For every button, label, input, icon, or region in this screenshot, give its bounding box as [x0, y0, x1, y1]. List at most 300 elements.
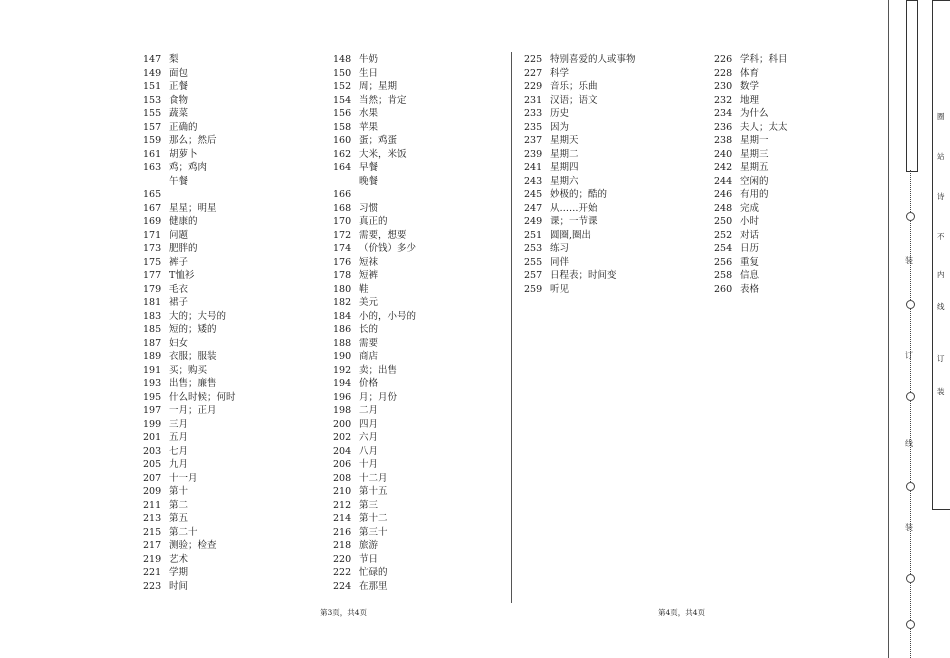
entry-meaning: 星期天: [550, 135, 579, 146]
entry-number: 233: [524, 108, 543, 119]
entry-meaning: 第二十: [169, 526, 198, 538]
entry-number: 147: [143, 54, 162, 65]
entry-number: 214: [333, 513, 352, 524]
vocab-entry: [143, 80, 323, 94]
vocab-entry: [524, 134, 704, 148]
vocab-entry: [333, 458, 513, 472]
entry-meaning: 第十: [169, 486, 189, 497]
entry-number: 235: [524, 121, 543, 133]
vocab-entry: [714, 148, 894, 162]
vocab-entry: [143, 215, 323, 229]
entry-meaning: 十月: [359, 459, 379, 470]
entry-number: 183: [143, 310, 162, 322]
vocab-entry: [524, 269, 704, 283]
vocab-entry: [524, 53, 704, 67]
entry-number: 159: [143, 135, 162, 146]
entry-number: 154: [333, 94, 352, 106]
vocab-entry: [333, 296, 513, 310]
entry-meaning: 午餐: [169, 175, 189, 187]
entry-number: 188: [333, 337, 352, 349]
entry-meaning: 生日: [359, 67, 379, 79]
entry-meaning: 六月: [359, 432, 379, 443]
entry-number: 165: [143, 189, 162, 200]
vocab-entry: [714, 215, 894, 229]
vocab-entry: [714, 202, 894, 216]
entry-number: 216: [333, 526, 352, 538]
entry-meaning: 地理: [740, 94, 760, 106]
entry-meaning: 鞋: [359, 283, 369, 295]
vocab-entry: [524, 67, 704, 81]
entry-number: 186: [333, 324, 352, 335]
entry-number: 249: [524, 216, 543, 227]
vocab-entry: [143, 310, 323, 324]
vocab-entry: [524, 175, 704, 189]
entry-meaning: 忙碌的: [359, 567, 388, 578]
vocab-entry: [143, 148, 323, 162]
entry-number: 158: [333, 121, 352, 133]
entry-meaning: 短的；矮的: [169, 324, 217, 335]
entry-meaning: 星期二: [550, 148, 579, 160]
entry-meaning: 音乐；乐曲: [550, 81, 598, 92]
vocab-entry: [333, 202, 513, 216]
entry-meaning: 汉语；语文: [550, 94, 598, 106]
vocab-entry: [143, 580, 323, 594]
vocab-entry: [524, 94, 704, 108]
vocab-entry: [143, 445, 323, 459]
entry-meaning: 习惯: [359, 202, 379, 214]
vocab-entry: [143, 485, 323, 499]
page-footer-4: 第4页，共4页: [658, 608, 706, 617]
entry-number: 252: [714, 229, 733, 241]
vocab-entry: [143, 512, 323, 526]
vocab-entry: [714, 283, 894, 297]
vocab-entry: [333, 512, 513, 526]
entry-number: 175: [143, 256, 162, 268]
entry-meaning: 二月: [359, 405, 379, 416]
entry-meaning: 第三: [359, 499, 379, 511]
entry-meaning: 五月: [169, 432, 189, 443]
entry-number: 257: [524, 270, 543, 281]
entry-meaning: 短袜: [359, 256, 379, 268]
vocab-column-2: [333, 53, 513, 593]
entry-meaning: 需要: [359, 337, 379, 349]
vocab-entry: [333, 256, 513, 270]
vocab-entry: [714, 53, 894, 67]
entry-number: 232: [714, 94, 733, 106]
vocab-entry: [143, 296, 323, 310]
entry-meaning: 什么时候；何时: [169, 391, 236, 403]
binding-mark: 装: [905, 523, 913, 532]
vocab-entry: [143, 242, 323, 256]
entry-meaning: 十二月: [359, 472, 388, 484]
entry-number: 223: [143, 580, 162, 592]
vocab-entry: [524, 256, 704, 270]
binding-hole-icon: [906, 620, 915, 629]
entry-meaning: （价钱）多少: [359, 243, 417, 254]
entry-number: 168: [333, 202, 352, 214]
vocab-entry: [333, 107, 513, 121]
entry-number: 176: [333, 256, 352, 268]
entry-number: 157: [143, 121, 162, 133]
vocab-entry: [143, 391, 323, 405]
entry-meaning: 问题: [169, 229, 189, 241]
vocab-entry: [333, 215, 513, 229]
entry-meaning: 第二: [169, 499, 189, 511]
entry-number: 148: [333, 54, 352, 65]
entry-meaning: 小的，小号的: [359, 310, 417, 322]
entry-meaning: 蔬菜: [169, 108, 189, 119]
vocab-entry: [714, 256, 894, 270]
entry-meaning: 第十五: [359, 486, 388, 497]
entry-meaning: 九月: [169, 459, 189, 470]
entry-meaning: 七月: [169, 445, 189, 457]
entry-number: 190: [333, 351, 352, 362]
page-footer-3: 第3页，共4页: [320, 608, 368, 617]
entry-number: 247: [524, 202, 543, 214]
vocab-entry: [333, 134, 513, 148]
entry-meaning: 衣服；服装: [169, 351, 217, 362]
vocab-entry: [333, 175, 513, 202]
vocab-entry: [333, 580, 513, 594]
vocab-entry: [714, 229, 894, 243]
entry-meaning: 周；星期: [359, 81, 398, 92]
binding-mark: 线: [905, 439, 913, 448]
vocab-entry: [524, 242, 704, 256]
binding-mark: 订: [905, 351, 913, 360]
entry-number: 189: [143, 351, 162, 362]
entry-meaning: 健康的: [169, 216, 198, 227]
entry-number: 206: [333, 459, 352, 470]
vocab-entry: [714, 67, 894, 81]
info-box-left: [906, 0, 918, 172]
entry-meaning: 大米，米饭: [359, 148, 407, 160]
vocab-entry: [143, 121, 323, 135]
entry-number: 244: [714, 175, 733, 187]
vocab-entry: [333, 310, 513, 324]
entry-number: 166: [333, 189, 352, 200]
entry-number: 182: [333, 297, 352, 308]
entry-number: 229: [524, 81, 543, 92]
vocab-entry: [143, 202, 323, 216]
vocab-entry: [143, 418, 323, 432]
binding-dotted-line: [910, 170, 912, 658]
vocab-entry: [333, 337, 513, 351]
margin-line: [888, 0, 889, 658]
entry-meaning: 第五: [169, 513, 189, 524]
entry-meaning: 有用的: [740, 189, 769, 200]
vocab-entry: [143, 229, 323, 243]
entry-meaning: 历史: [550, 108, 570, 119]
vocab-entry: [143, 337, 323, 351]
vocab-entry: [333, 94, 513, 108]
entry-meaning: 十一月: [169, 472, 198, 484]
entry-number: 215: [143, 526, 162, 538]
box-char: 不: [937, 232, 945, 241]
vocab-entry: [143, 499, 323, 513]
vocab-entry: [143, 364, 323, 378]
vocab-column-3: [524, 53, 704, 296]
entry-number: 220: [333, 553, 352, 565]
vocab-entry: [714, 161, 894, 175]
vocab-entry: [714, 134, 894, 148]
entry-meaning: 买；购买: [169, 364, 208, 376]
entry-number: 222: [333, 567, 352, 578]
entry-meaning: 四月: [359, 418, 379, 430]
entry-number: 187: [143, 337, 162, 349]
entry-meaning: 面包: [169, 67, 189, 79]
entry-meaning: 胡萝卜: [169, 148, 198, 160]
entry-meaning: 同伴: [550, 256, 570, 268]
entry-number: 228: [714, 67, 733, 79]
entry-meaning: 重复: [740, 256, 760, 268]
entry-meaning: 表格: [740, 283, 760, 295]
vocab-entry: [333, 161, 513, 175]
entry-meaning: 星星；明星: [169, 202, 217, 214]
entry-number: 211: [143, 499, 162, 511]
entry-number: 219: [143, 553, 162, 565]
entry-meaning: 牛奶: [359, 54, 379, 65]
vocab-entry: [524, 148, 704, 162]
entry-meaning: 一月；正月: [169, 405, 217, 416]
entry-number: 151: [143, 81, 162, 92]
entry-meaning: 正餐: [169, 81, 189, 92]
vocab-entry: [143, 94, 323, 108]
vocab-entry: [333, 323, 513, 337]
vocab-column-4: [714, 53, 894, 296]
entry-number: 200: [333, 418, 352, 430]
vocab-entry: [143, 53, 323, 67]
vocab-entry: [714, 121, 894, 135]
entry-number: 251: [524, 229, 543, 241]
entry-meaning: 短裤: [359, 270, 379, 281]
vocab-entry: [333, 499, 513, 513]
vocab-entry: [333, 67, 513, 81]
vocab-entry: [333, 472, 513, 486]
entry-meaning: T恤衫: [169, 270, 195, 281]
vocab-entry: [524, 80, 704, 94]
entry-number: 260: [714, 283, 733, 295]
entry-meaning: 长的: [359, 324, 379, 335]
vocab-entry: [143, 107, 323, 121]
entry-number: 195: [143, 391, 162, 403]
entry-number: 196: [333, 391, 352, 403]
entry-meaning: 水果: [359, 108, 379, 119]
entry-meaning: 数学: [740, 81, 760, 92]
entry-number: 221: [143, 567, 162, 578]
entry-number: 238: [714, 135, 733, 146]
entry-meaning: 三月: [169, 418, 189, 430]
entry-meaning: 从……开始: [550, 202, 598, 214]
entry-number: 243: [524, 175, 543, 187]
entry-number: 205: [143, 459, 162, 470]
binding-mark: 装: [905, 256, 913, 265]
vocab-entry: [333, 350, 513, 364]
entry-number: 256: [714, 256, 733, 268]
entry-meaning: 鸡；鸡肉: [169, 162, 208, 173]
vocab-entry: [524, 107, 704, 121]
entry-number: 258: [714, 270, 733, 281]
vocab-entry: [333, 445, 513, 459]
entry-number: 167: [143, 202, 162, 214]
entry-number: 231: [524, 94, 543, 106]
entry-number: 241: [524, 162, 543, 173]
entry-meaning: 肥胖的: [169, 243, 198, 254]
entry-number: 201: [143, 432, 162, 443]
vocab-entry: [333, 53, 513, 67]
binding-hole-icon: [906, 482, 915, 491]
entry-number: 193: [143, 378, 162, 389]
box-char: 圈: [937, 112, 945, 121]
entry-number: 160: [333, 135, 352, 146]
vocab-entry: [333, 269, 513, 283]
entry-number: 185: [143, 324, 162, 335]
vocab-entry: [143, 526, 323, 540]
entry-number: 203: [143, 445, 162, 457]
entry-number: 171: [143, 229, 162, 241]
entry-meaning: 日历: [740, 243, 760, 254]
entry-number: 184: [333, 310, 352, 322]
entry-number: 237: [524, 135, 543, 146]
entry-meaning: 苹果: [359, 121, 379, 133]
entry-meaning: 裤子: [169, 256, 189, 268]
entry-meaning: 科学: [550, 67, 570, 79]
vocab-entry: [333, 80, 513, 94]
vocab-entry: [714, 80, 894, 94]
box-char: 站: [937, 152, 945, 161]
vocab-entry: [524, 229, 704, 243]
entry-meaning: 美元: [359, 297, 379, 308]
page-divider: [511, 52, 512, 603]
vocab-entry: [714, 175, 894, 189]
entry-number: 150: [333, 67, 352, 79]
entry-number: 248: [714, 202, 733, 214]
vocab-entry: [714, 188, 894, 202]
entry-number: 224: [333, 580, 352, 592]
entry-meaning: 那么；然后: [169, 135, 217, 146]
vocab-entry: [143, 566, 323, 580]
entry-meaning: 艺术: [169, 553, 189, 565]
vocab-entry: [143, 161, 323, 175]
entry-number: 174: [333, 243, 352, 254]
entry-number: 156: [333, 108, 352, 119]
entry-meaning: 第三十: [359, 526, 388, 538]
entry-meaning: 卖；出售: [359, 364, 398, 376]
vocab-entry: [143, 256, 323, 270]
binding-hole-icon: [906, 300, 915, 309]
entry-meaning: 星期三: [740, 148, 769, 160]
vocab-entry: [143, 472, 323, 486]
vocab-entry: [143, 67, 323, 81]
vocab-entry: [333, 148, 513, 162]
vocab-entry: [333, 526, 513, 540]
entry-number: 164: [333, 162, 352, 173]
binding-hole-icon: [906, 392, 915, 401]
entry-meaning: 学期: [169, 567, 189, 578]
vocab-entry: [524, 161, 704, 175]
vocab-entry: [524, 188, 704, 202]
box-char: 订: [937, 354, 945, 363]
vocab-entry: [333, 485, 513, 499]
vocab-entry: [333, 391, 513, 405]
entry-number: 236: [714, 121, 733, 133]
vocab-entry: [333, 283, 513, 297]
entry-number: 227: [524, 67, 543, 79]
vocab-entry: [143, 323, 323, 337]
entry-number: 210: [333, 486, 352, 497]
entry-meaning: 当然；肯定: [359, 94, 407, 106]
entry-number: 225: [524, 54, 543, 65]
entry-number: 208: [333, 472, 352, 484]
entry-number: 177: [143, 270, 162, 281]
vocab-entry: [333, 377, 513, 391]
entry-number: 254: [714, 243, 733, 254]
entry-number: 230: [714, 81, 733, 92]
vocab-entry: [143, 269, 323, 283]
entry-meaning: 因为: [550, 121, 570, 133]
entry-meaning: 需要，想要: [359, 229, 407, 241]
vocab-entry: [333, 566, 513, 580]
entry-number: 202: [333, 432, 352, 443]
entry-meaning: 练习: [550, 243, 570, 254]
entry-meaning: 裙子: [169, 297, 189, 308]
entry-number: 172: [333, 229, 352, 241]
entry-meaning: 星期一: [740, 135, 769, 146]
entry-meaning: 听见: [550, 283, 570, 295]
vocab-entry: [524, 215, 704, 229]
entry-meaning: 早餐: [359, 162, 379, 173]
vocab-entry: [524, 202, 704, 216]
entry-number: 246: [714, 189, 733, 200]
entry-meaning: 小时: [740, 216, 760, 227]
vocab-entry: [333, 539, 513, 553]
binding-hole-icon: [906, 574, 915, 583]
vocab-entry: [143, 377, 323, 391]
entry-meaning: 为什么: [740, 108, 769, 119]
vocab-entry: [333, 121, 513, 135]
entry-number: 239: [524, 148, 543, 160]
entry-meaning: 夫人；太太: [740, 121, 788, 133]
entry-meaning: 测验；检查: [169, 540, 217, 551]
entry-number: 149: [143, 67, 162, 79]
entry-number: 218: [333, 540, 352, 551]
info-box-right: [932, 0, 950, 510]
vocab-entry: [333, 229, 513, 243]
entry-number: 170: [333, 216, 352, 227]
entry-meaning: 特别喜爱的人或事物: [550, 54, 636, 65]
entry-number: 198: [333, 405, 352, 416]
entry-meaning: 在那里: [359, 580, 388, 592]
binding-hole-icon: [906, 212, 915, 221]
vocab-entry: [524, 121, 704, 135]
entry-number: 207: [143, 472, 162, 484]
vocab-entry: [333, 364, 513, 378]
entry-meaning: 真正的: [359, 216, 388, 227]
entry-number: 155: [143, 108, 162, 119]
entry-number: 169: [143, 216, 162, 227]
box-char: 诗: [937, 192, 945, 201]
vocab-entry: [714, 94, 894, 108]
entry-meaning: 节日: [359, 553, 379, 565]
vocab-entry: [714, 269, 894, 283]
entry-meaning: 梨: [169, 54, 179, 65]
entry-number: 259: [524, 283, 543, 295]
entry-number: 199: [143, 418, 162, 430]
vocab-entry: [143, 458, 323, 472]
entry-number: 245: [524, 189, 543, 200]
entry-meaning: 学科；科目: [740, 54, 788, 65]
entry-number: 162: [333, 148, 352, 160]
vocab-entry: [714, 242, 894, 256]
